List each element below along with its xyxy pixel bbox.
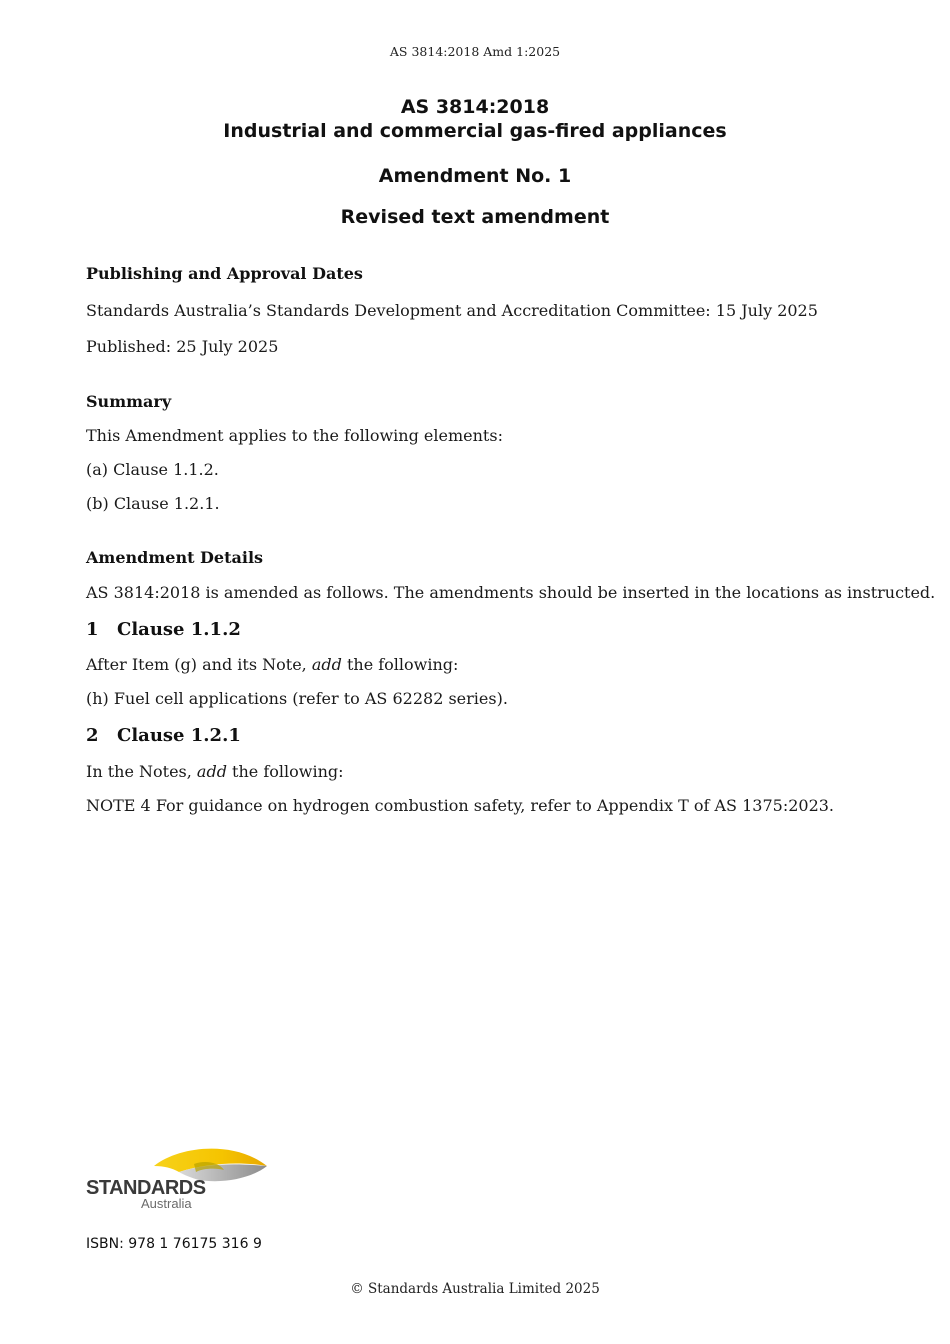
details-intro: AS 3814:2018 is amended as follows. The amendments should be inserted in the locations as instructed. <box>86 583 936 602</box>
clause-instruction: In the Notes, add the following: <box>86 762 344 781</box>
clause-number: 2 <box>86 725 99 746</box>
amendment-number: Amendment No. 1 <box>378 165 572 187</box>
logo-wordmark: STANDARDS <box>86 1177 206 1199</box>
clause-number: 1 <box>86 619 99 640</box>
copyright-footer: © Standards Australia Limited 2025 <box>350 1281 600 1297</box>
committee-date: Standards Australia’s Standards Development and Accreditation Committee: 15 July 2025 <box>86 301 818 320</box>
isbn: ISBN: 978 1 76175 316 9 <box>86 1236 262 1252</box>
published-date: Published: 25 July 2025 <box>86 337 279 356</box>
clause-instruction: After Item (g) and its Note, add the following: <box>86 655 459 674</box>
clause-title: Clause 1.2.1 <box>117 725 241 746</box>
clause-text: NOTE 4 For guidance on hydrogen combustion safety, refer to Appendix T of AS 1375:2023. <box>86 796 835 815</box>
logo-subtitle: Australia <box>141 1196 192 1211</box>
summary-item: (a) Clause 1.1.2. <box>86 460 219 479</box>
summary-item: (b) Clause 1.2.1. <box>86 494 220 513</box>
standard-title: Industrial and commercial gas-fired appliances <box>223 120 727 142</box>
clause-title: Clause 1.1.2 <box>117 619 241 640</box>
summary-intro: This Amendment applies to the following elements: <box>86 426 503 445</box>
details-heading: Amendment Details <box>86 548 264 567</box>
clause-heading <box>86 619 241 640</box>
running-header: AS 3814:2018 Amd 1:2025 <box>389 44 561 59</box>
publishing-heading: Publishing and Approval Dates <box>86 264 363 283</box>
clause-text: (h) Fuel cell applications (refer to AS 62282 series). <box>86 689 508 708</box>
standards-australia-logo <box>84 1142 274 1212</box>
standard-number: AS 3814:2018 <box>400 96 550 118</box>
amendment-type: Revised text amendment <box>340 206 610 228</box>
clause-heading <box>86 725 241 746</box>
summary-heading: Summary <box>86 392 172 411</box>
